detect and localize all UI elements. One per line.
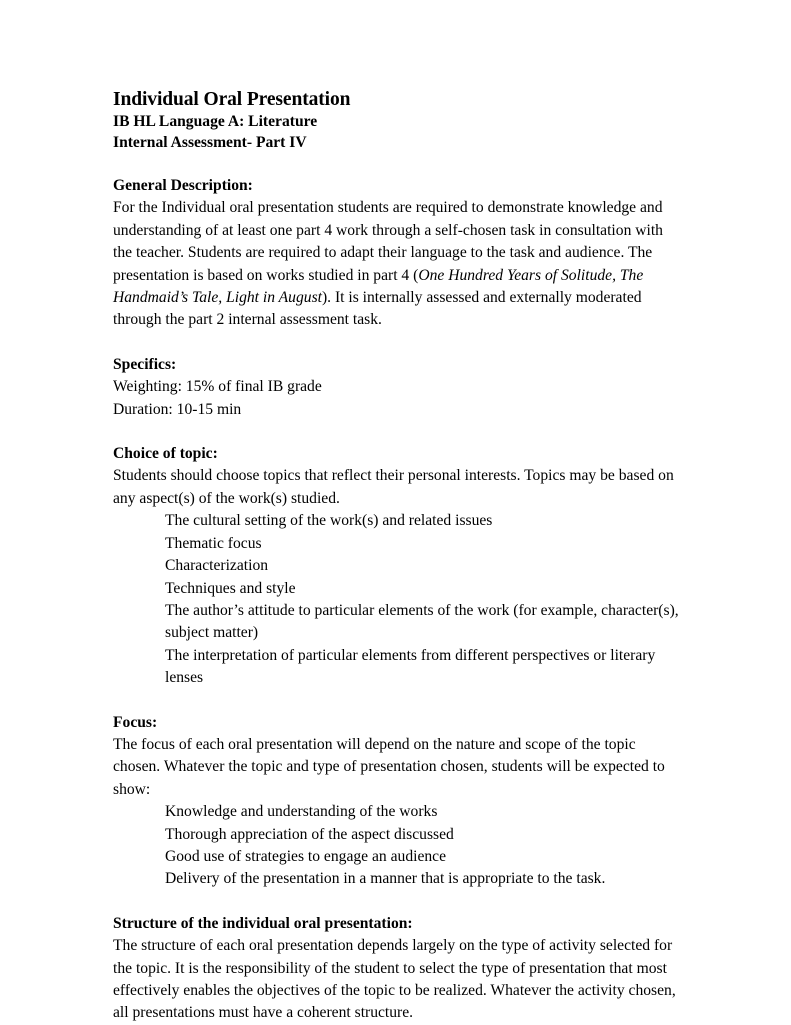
list-item-text: Techniques and style: [165, 579, 296, 597]
choice-of-topic-list: [113, 510, 679, 689]
list-item-text: Thorough appreciation of the aspect discussed: [165, 825, 454, 843]
page-title: Individual Oral Presentation: [113, 89, 351, 110]
list-item: [113, 824, 679, 846]
general-description-heading: General Description:: [113, 177, 253, 194]
structure-heading: Structure of the individual oral presentation:: [113, 914, 413, 932]
section-general-description: [113, 175, 679, 332]
focus-heading: Focus:: [113, 713, 158, 731]
choice-of-topic-heading: Choice of topic:: [113, 445, 218, 463]
specifics-weighting: Weighting: 15% of final IB grade: [113, 378, 322, 396]
structure-paragraph: The structure of each oral presentation depends largely on the type of activity selected for the topic. It is the responsibility of the student to select the type of presentation that most effectively enables the objectives of the topic to be realized. Whatever the activity chosen, all presentations must have a coherent structure.: [113, 937, 676, 1022]
assessment-subtitle: Internal Assessment- Part IV: [113, 134, 307, 151]
document-body: [113, 88, 679, 1025]
focus-paragraph: The focus of each oral presentation will depend on the nature and scope of the topic chosen. Whatever the topic and type of presentation chosen, students will be expected to show:: [113, 735, 665, 798]
list-item: [113, 645, 679, 690]
list-item: [113, 533, 679, 555]
section-specifics: [113, 354, 679, 421]
list-item-text: Good use of strategies to engage an audience: [165, 847, 447, 865]
list-item: [113, 868, 679, 890]
section-choice-of-topic: [113, 443, 679, 689]
list-item: [113, 510, 679, 532]
general-description-text-part-1: For the Individual oral presentation students are required to demonstrate knowledge and understanding of at least one part 4 work through a self-chosen task in consultation with the teacher. Students are required to adapt their language to the task and audience. The presentation is based on works studied in part 4 (: [113, 199, 663, 284]
studied-works-titles: One Hundred Years of Solitude, The Handmaid’s Tale, Light in August: [113, 266, 644, 307]
list-item: [113, 600, 679, 645]
list-item-text: Thematic focus: [165, 534, 262, 552]
focus-list: [113, 801, 679, 891]
specifics-heading: Specifics:: [113, 355, 177, 373]
list-item: [113, 555, 679, 577]
section-structure: [113, 913, 679, 1025]
list-item-text: Knowledge and understanding of the works: [165, 803, 438, 821]
list-item-text: Delivery of the presentation in a manner that is appropriate to the task.: [165, 870, 606, 888]
specifics-duration: Duration: 10-15 min: [113, 400, 242, 418]
list-item: [113, 578, 679, 600]
list-item: [113, 801, 679, 823]
list-item-text: Characterization: [165, 557, 269, 575]
list-item-text: The cultural setting of the work(s) and related issues: [165, 512, 493, 530]
section-focus: [113, 712, 679, 891]
general-description-paragraph: [113, 197, 679, 331]
general-description-text-part-2: ). It is internally assessed and externally moderated through the part 2 internal assessment task.: [113, 289, 642, 329]
list-item: [113, 846, 679, 868]
list-item-text: The interpretation of particular elements from different perspectives or literary lenses: [165, 646, 656, 687]
course-subtitle: IB HL Language A: Literature: [113, 113, 318, 130]
choice-of-topic-paragraph: Students should choose topics that reflect their personal interests. Topics may be based on any aspect(s) of the work(s) studied.: [113, 467, 674, 507]
list-item-text: The author’s attitude to particular elements of the work (for example, character(s), subject matter): [165, 601, 679, 642]
